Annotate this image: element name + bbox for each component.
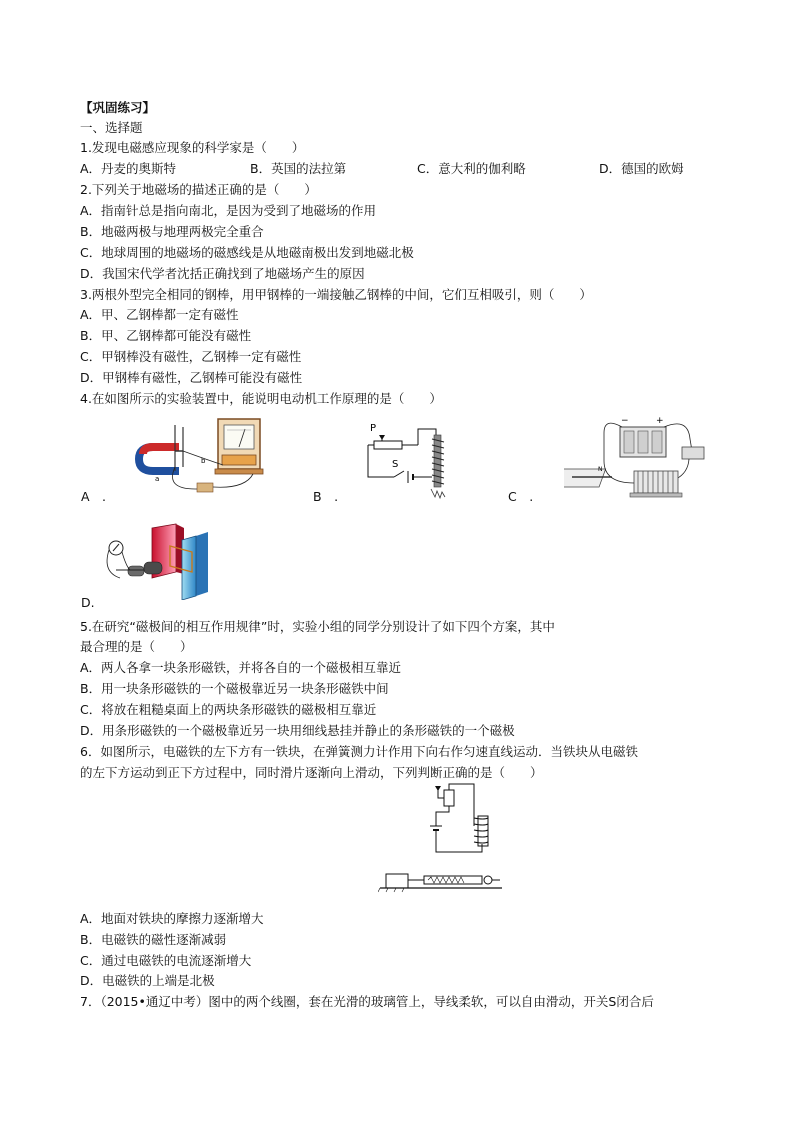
switch xyxy=(197,483,213,492)
q2-option-b: B．地磁两极与地理两极完全重合 xyxy=(80,224,264,239)
question-2-stem: 2.下列关于地磁场的描述正确的是（ ） xyxy=(80,182,317,197)
label-s: S xyxy=(392,459,399,470)
question-1-stem: 1.发现电磁感应现象的科学家是（ ） xyxy=(80,140,305,155)
q6-figure xyxy=(378,782,506,894)
section-title: 【巩固练习】 xyxy=(80,100,156,115)
q3-option-a: A．甲、乙钢棒都一定有磁性 xyxy=(80,307,239,322)
q4-label-b: B . xyxy=(313,489,339,504)
label-b-letter: b xyxy=(201,457,206,465)
q6-option-a: A．地面对铁块的摩擦力逐渐增大 xyxy=(80,911,264,926)
q6-option-b: B．电磁铁的磁性逐渐减弱 xyxy=(80,932,227,947)
label-n: N xyxy=(598,466,603,473)
q4-label-d: D. xyxy=(81,595,95,610)
q6-option-c: C．通过电磁铁的电流逐渐增大 xyxy=(80,953,252,968)
q1-option-b: B．英国的法拉第 xyxy=(250,161,347,176)
q3-option-d: D．甲钢棒有磁性，乙钢棒可能没有磁性 xyxy=(80,370,303,385)
question-5-stem-line1: 5.在研究“磁极间的相互作用规律”时，实验小组的同学分别设计了如下四个方案，其中 xyxy=(80,619,555,634)
q4-label-c: C . xyxy=(508,489,534,504)
q4-figure-b xyxy=(358,417,458,502)
question-7-stem: 7．（2015•通辽中考）图中的两个线圈，套在光滑的玻璃管上，导线柔软，可以自由滑动，开关S闭合后 xyxy=(80,994,654,1009)
rheostat-q6 xyxy=(444,790,454,806)
q4-label-a: A . xyxy=(81,489,107,504)
question-4-stem: 4.在如图所示的实验装置中，能说明电动机工作原理的是（ ） xyxy=(80,391,442,406)
iron-core xyxy=(434,435,441,487)
q3-option-c: C．甲钢棒没有磁性，乙钢棒一定有磁性 xyxy=(80,349,302,364)
q2-option-a: A．指南针总是指向南北，是因为受到了地磁场的作用 xyxy=(80,203,377,218)
coil xyxy=(634,471,678,493)
switch-c xyxy=(682,447,704,459)
q5-option-c: C．将放在粗糙桌面上的两块条形磁铁的磁极相互靠近 xyxy=(80,702,377,717)
q4-figure-d xyxy=(100,522,215,600)
question-6-stem-line2: 的左下方运动到正下方过程中，同时滑片逐渐向上滑动，下列判断正确的是（ ） xyxy=(80,765,543,780)
q1-option-d: D．德国的欧姆 xyxy=(599,161,684,176)
label-minus: − xyxy=(621,416,629,426)
question-5-stem-line2: 最合理的是（ ） xyxy=(80,639,193,654)
magnet-s xyxy=(182,536,196,600)
q1-option-a: A．丹麦的奥斯特 xyxy=(80,161,177,176)
label-p: P xyxy=(370,423,377,434)
rheostat xyxy=(374,441,402,449)
question-3-stem: 3.两根外型完全相同的钢棒，用甲钢棒的一端接触乙钢棒的中间，它们互相吸引，则（ ） xyxy=(80,287,592,302)
q2-option-c: C．地球周围的地磁场的磁感线是从地磁南极出发到地磁北极 xyxy=(80,245,414,260)
q5-option-b: B．用一块条形磁铁的一个磁极靠近另一块条形磁铁中间 xyxy=(80,681,389,696)
label-a-letter: a xyxy=(155,475,160,483)
q6-option-d: D．电磁铁的上端是北极 xyxy=(80,973,215,988)
section-heading: 一、选择题 xyxy=(80,120,143,135)
q4-figure-a xyxy=(135,417,265,499)
q2-option-d: D．我国宋代学者沈括正确找到了地磁场产生的原因 xyxy=(80,266,365,281)
q4-figure-c xyxy=(564,413,714,503)
label-plus: + xyxy=(656,416,664,426)
galvanometer-dial xyxy=(224,425,254,449)
q5-option-a: A．两人各拿一块条形磁铁，并将各自的一个磁极相互靠近 xyxy=(80,660,402,675)
q1-option-c: C．意大利的伽利略 xyxy=(417,161,526,176)
q5-option-d: D．用条形磁铁的一个磁极靠近另一块用细线悬挂并静止的条形磁铁的一个磁极 xyxy=(80,723,515,738)
question-1-options xyxy=(80,159,720,179)
iron-block xyxy=(386,874,408,888)
question-6-stem-line1: 6．如图所示，电磁铁的左下方有一铁块，在弹簧测力计作用下向右作匀速直线运动．当铁块从电磁铁 xyxy=(80,744,638,759)
q3-option-b: B．甲、乙钢棒都可能没有磁性 xyxy=(80,328,252,343)
